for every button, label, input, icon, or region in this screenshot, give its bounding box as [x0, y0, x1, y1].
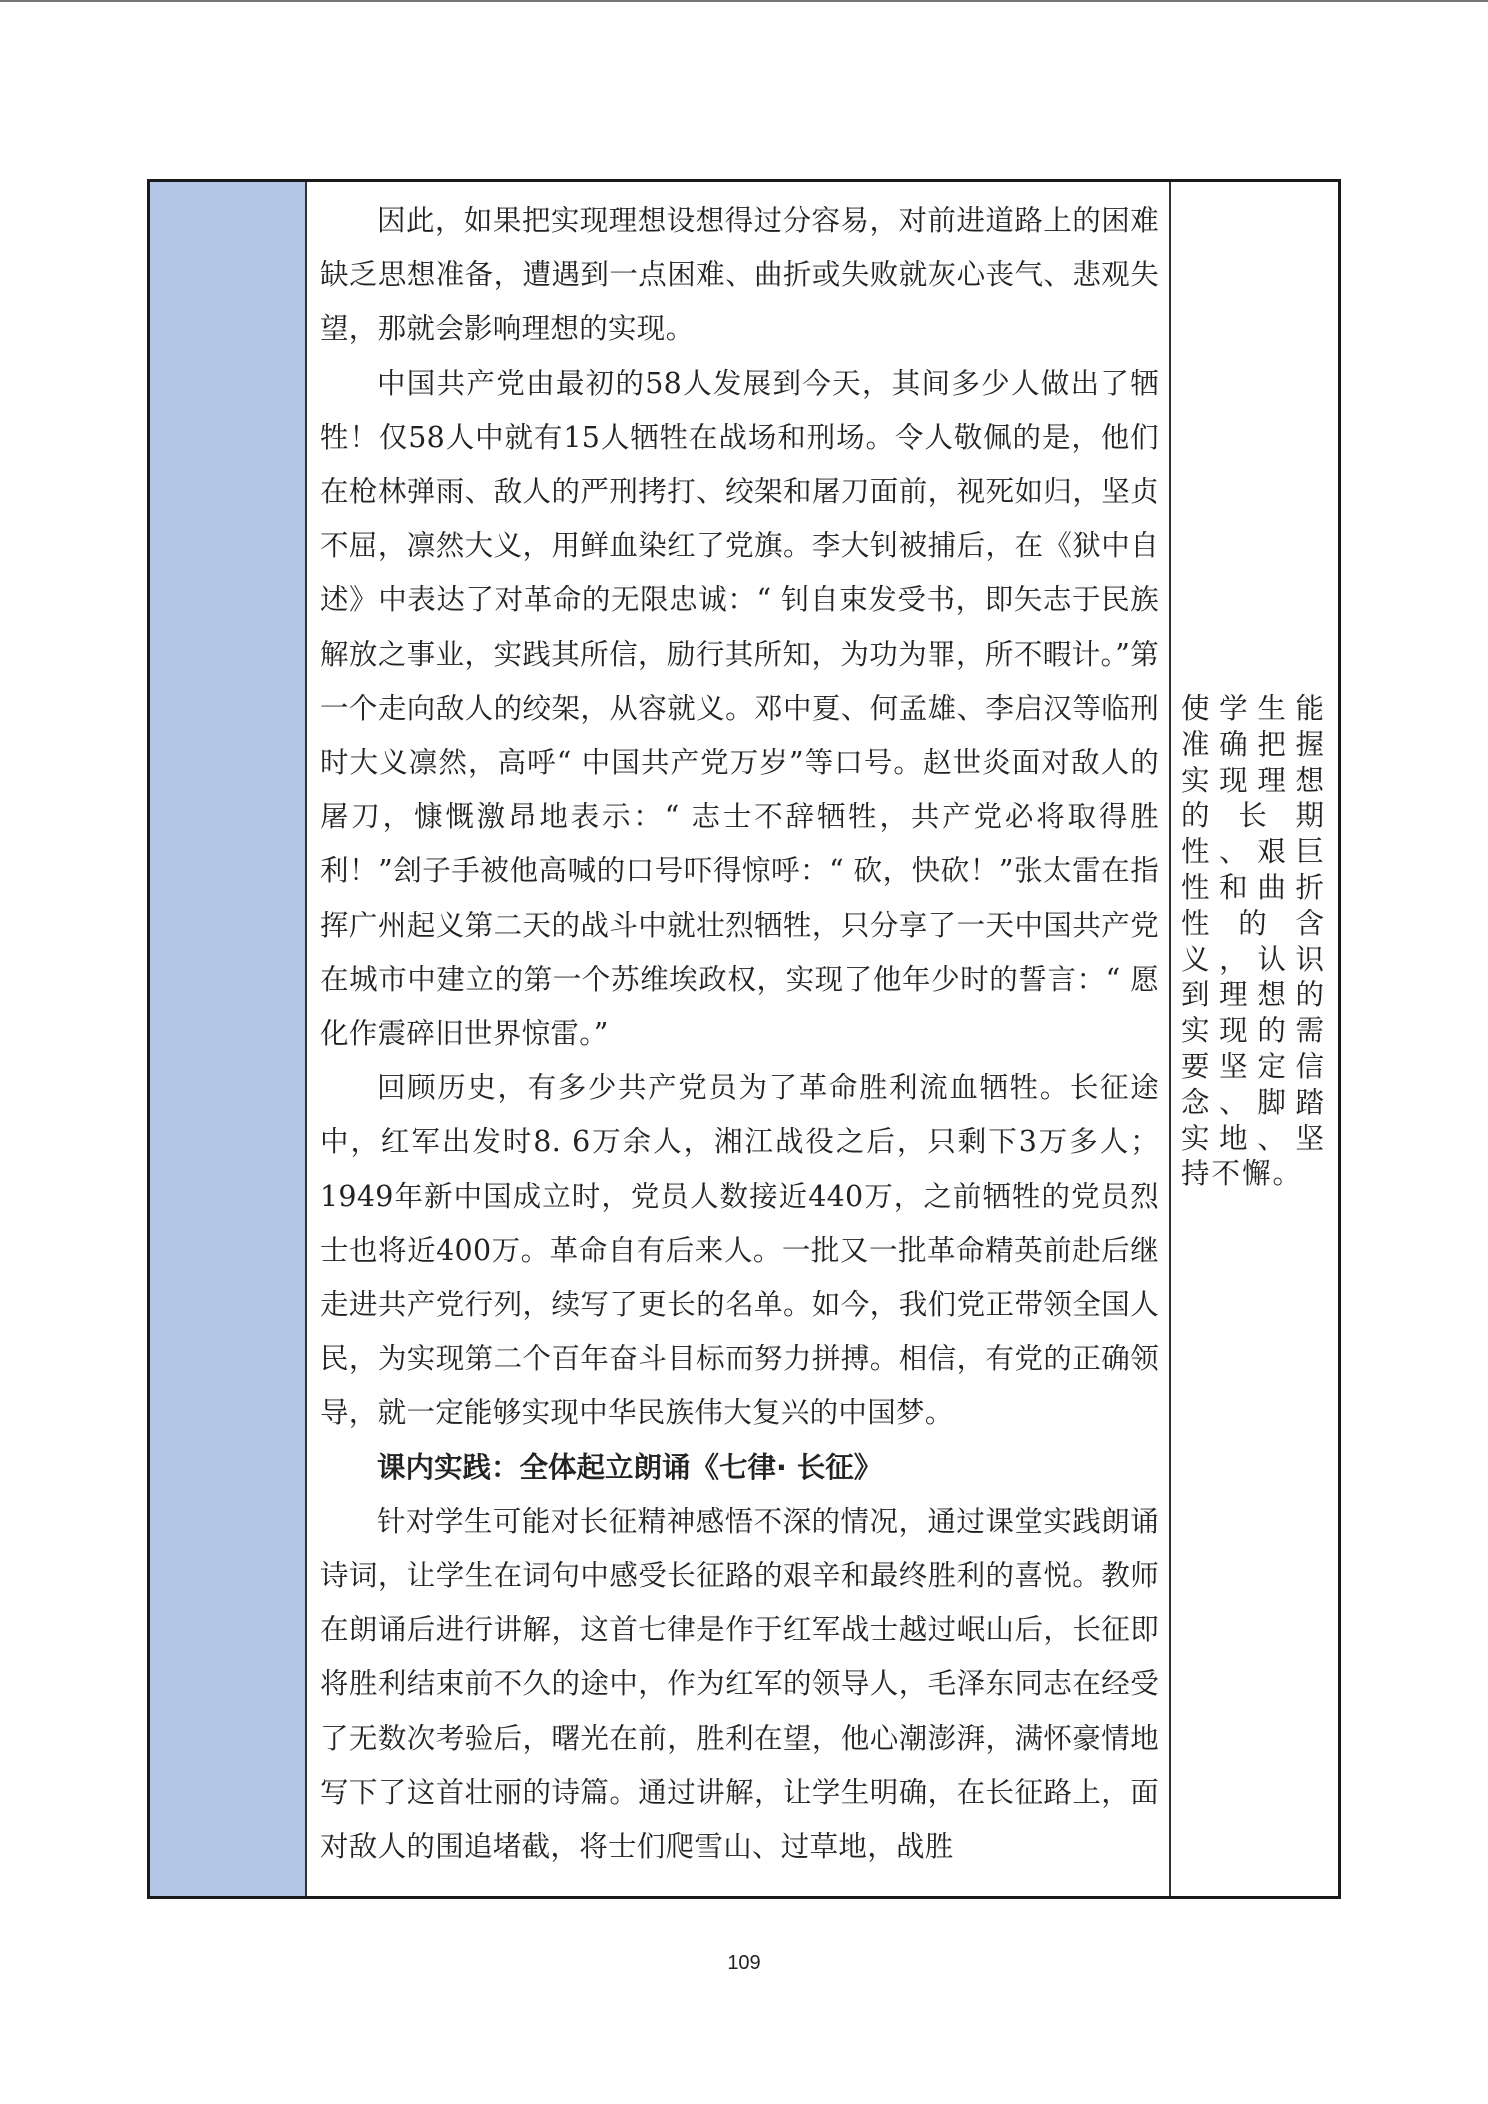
teaching-content-cell	[307, 182, 1171, 1896]
page-top-rule	[0, 0, 1488, 2]
objective-cell	[1171, 182, 1338, 1896]
content-paragraph: 因此，如果把实现理想设想得过分容易，对前进道路上的困难缺乏思想准备，遭遇到一点困难、曲折或失败就灰心丧气、悲观失望，那就会影响理想的实现。	[320, 204, 1159, 346]
objective-text: 使学生能准确把握实现理想的长期性、艰巨性和曲折性的含义，认识到理想的实现的需要坚定信念、脚踏实地、坚持不懈。	[1181, 692, 1326, 1191]
content-paragraph: 回顾历史，有多少共产党员为了革命胜利流血牺牲。长征途中，红军出发时8. 6万余人，湘江战役之后，只剩下3万多人；1949年新中国成立时，党员人数接近440万，之前牺牲的党员烈士也将近400万。革命自有后来人。一批又一批革命精英前赴后继走进共产党行列，续写了更长的名单。如今，我们党正带领全国人民，为实现第二个百年奋斗目标而努力拼搏。相信，有党的正确领导，就一定能够实现中华民族伟大复兴的中国梦。	[320, 1071, 1159, 1430]
activity-heading: 课内实践：全体起立朗诵《七律· 长征》	[377, 1450, 883, 1484]
page-number: 109	[727, 1952, 761, 1974]
lesson-table	[147, 179, 1341, 1899]
section-column	[150, 182, 307, 1896]
activity-paragraph: 针对学生可能对长征精神感悟不深的情况，通过课堂实践朗诵诗词，让学生在词句中感受长征路的艰辛和最终胜利的喜悦。教师在朗诵后进行讲解，这首七律是作于红军战士越过岷山后，长征即将胜利结束前不久的途中，作为红军的领导人，毛泽东同志在经受了无数次考验后，曙光在前，胜利在望，他心潮澎湃，满怀豪情地写下了这首壮丽的诗篇。通过讲解，让学生明确，在长征路上，面对敌人的围追堵截，将士们爬雪山、过草地，战胜	[320, 1504, 1159, 1864]
content-paragraph: 中国共产党由最初的58人发展到今天，其间多少人做出了牺牲！仅58人中就有15人牺牲在战场和刑场。令人敬佩的是，他们在枪林弹雨、敌人的严刑拷打、绞架和屠刀面前，视死如归，坚贞不屈，凛然大义，用鲜血染红了党旗。李大钊被捕后，在《狱中自述》中表达了对革命的无限忠诚：“ 钊自束发受书，即矢志于民族解放之事业，实践其所信，励行其所知，为功为罪，所不暇计。”第一个走向敌人的绞架，从容就义。邓中夏、何孟雄、李启汉等临刑时大义凛然，高呼“ 中国共产党万岁”等口号。赵世炎面对敌人的屠刀，慷慨激昂地表示：“ 志士不辞牺牲，共产党必将取得胜利！”刽子手被他高喊的口号吓得惊呼：“ 砍，快砍！”张太雷在指挥广州起义第二天的战斗中就壮烈牺牲，只分享了一天中国共产党在城市中建立的第一个苏维埃政权，实现了他年少时的誓言：“ 愿化作震碎旧世界惊雷。”	[320, 366, 1159, 1051]
